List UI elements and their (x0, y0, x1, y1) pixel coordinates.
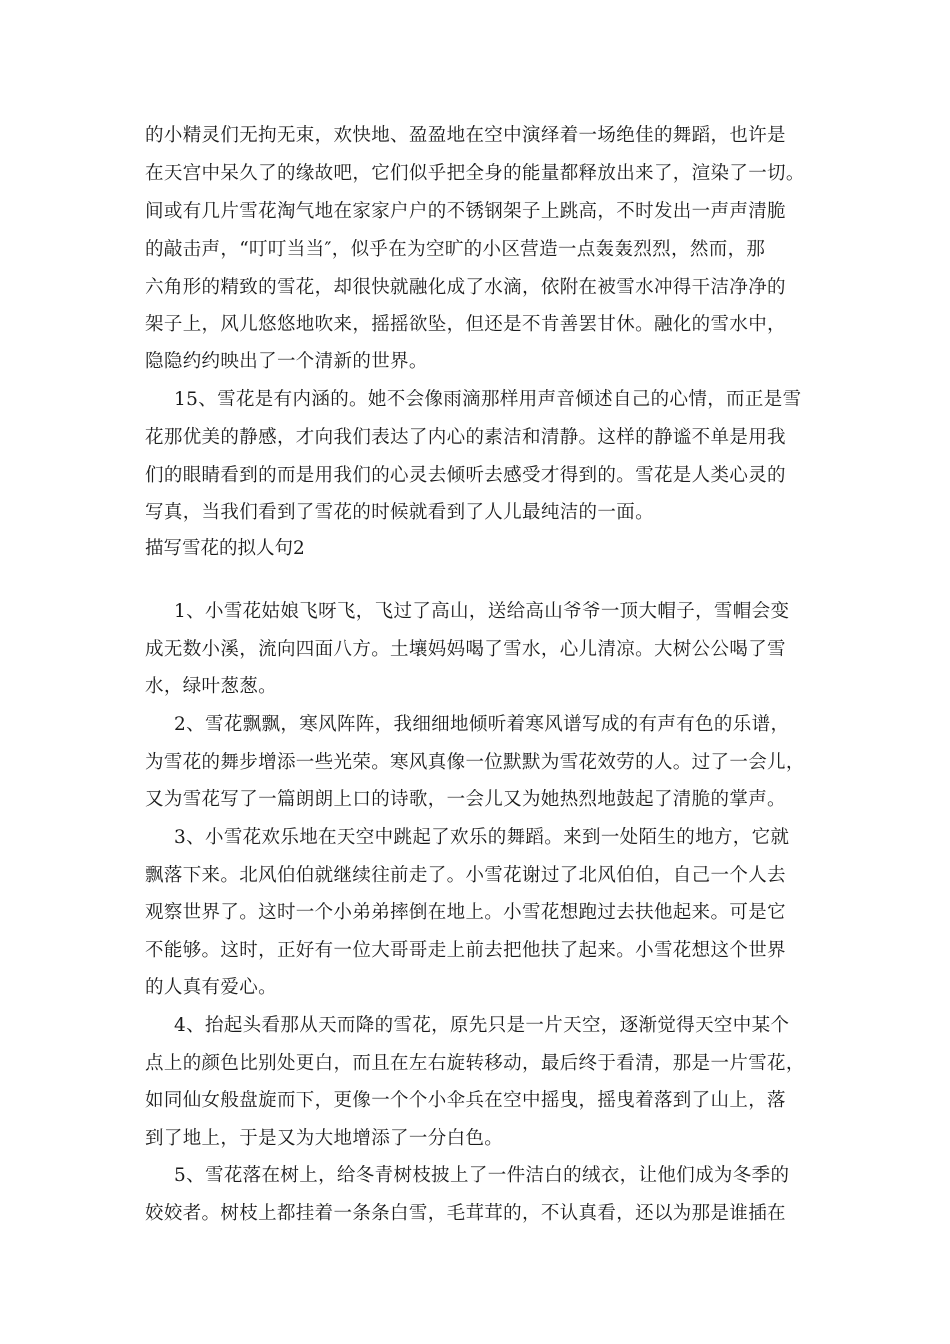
text-line: 3、小雪花欢乐地在天空中跳起了欢乐的舞蹈。来到一处陌生的地方，它就 (174, 827, 790, 848)
text-line: 2、雪花飘飘，寒风阵阵，我细细地倾听着寒风谱写成的有声有色的乐谱， (174, 714, 790, 735)
text-line: 的敲击声，“叮叮当当″，似乎在为空旷的小区营造一点轰轰烈烈，然而，那 (145, 239, 766, 260)
text-line: 4、抬起头看那从天而降的雪花，原先只是一片天空，逐渐觉得天空中某个 (174, 1015, 790, 1036)
text-line: 的人真有爱心。 (145, 977, 277, 998)
text-line: 六角形的精致的雪花，却很快就融化成了水滴，依附在被雪水冲得干洁净净的 (145, 277, 786, 298)
text-line: 的小精灵们无拘无束，欢快地、盈盈地在空中演绎着一场绝佳的舞蹈，也许是 (145, 125, 786, 146)
text-line: 15、雪花是有内涵的。她不会像雨滴那样用声音倾述自己的心情，而正是雪 (174, 389, 802, 410)
text-line: 隐隐约约映出了一个清新的世界。 (145, 351, 428, 372)
text-line: 如同仙女般盘旋而下，更像一个个小伞兵在空中摇曳，摇曳着落到了山上，落 (145, 1090, 786, 1111)
text-line: 间或有几片雪花淘气地在家家户户的不锈钢架子上跳高，不时发出一声声清脆 (145, 201, 786, 222)
text-line: 不能够。这时，正好有一位大哥哥走上前去把他扶了起来。小雪花想这个世界 (145, 940, 786, 961)
text-line: 们的眼睛看到的而是用我们的心灵去倾听去感受才得到的。雪花是人类心灵的 (145, 465, 786, 486)
text-line: 水，绿叶葱葱。 (145, 676, 277, 697)
section-heading: 描写雪花的拟人句2 (145, 538, 305, 559)
text-line: 架子上，风儿悠悠地吹来，摇摇欲坠，但还是不肯善罢甘休。融化的雪水中， (145, 314, 786, 335)
text-line: 1、小雪花姑娘飞呀飞，飞过了高山，送给高山爷爷一顶大帽子，雪帽会变 (174, 601, 790, 622)
text-line: 飘落下来。北风伯伯就继续往前走了。小雪花谢过了北风伯伯，自己一个人去 (145, 865, 786, 886)
text-line: 成无数小溪，流向四面八方。土壤妈妈喝了雪水，心儿清凉。大树公公喝了雪 (145, 639, 786, 660)
text-line: 又为雪花写了一篇朗朗上口的诗歌，一会儿又为她热烈地鼓起了清脆的掌声。 (145, 789, 786, 810)
text-line: 在天宫中呆久了的缘故吧，它们似乎把全身的能量都释放出来了，渲染了一切。 (145, 163, 805, 184)
text-line: 5、雪花落在树上，给冬青树枝披上了一件洁白的绒衣，让他们成为冬季的 (174, 1165, 790, 1186)
text-line: 到了地上，于是又为大地增添了一分白色。 (145, 1128, 504, 1149)
text-line: 写真，当我们看到了雪花的时候就看到了人儿最纯洁的一面。 (145, 502, 654, 523)
text-line: 姣姣者。树枝上都挂着一条条白雪，毛茸茸的，不认真看，还以为那是谁插在 (145, 1203, 786, 1224)
text-line: 为雪花的舞步增添一些光荣。寒风真像一位默默为雪花效劳的人。过了一会儿， (145, 752, 805, 773)
text-line: 观察世界了。这时一个小弟弟摔倒在地上。小雪花想跑过去扶他起来。可是它 (145, 902, 786, 923)
text-line: 点上的颜色比别处更白，而且在左右旋转移动，最后终于看清，那是一片雪花， (145, 1053, 805, 1074)
text-line: 花那优美的静感，才向我们表达了内心的素洁和清静。这样的静谧不单是用我 (145, 427, 786, 448)
